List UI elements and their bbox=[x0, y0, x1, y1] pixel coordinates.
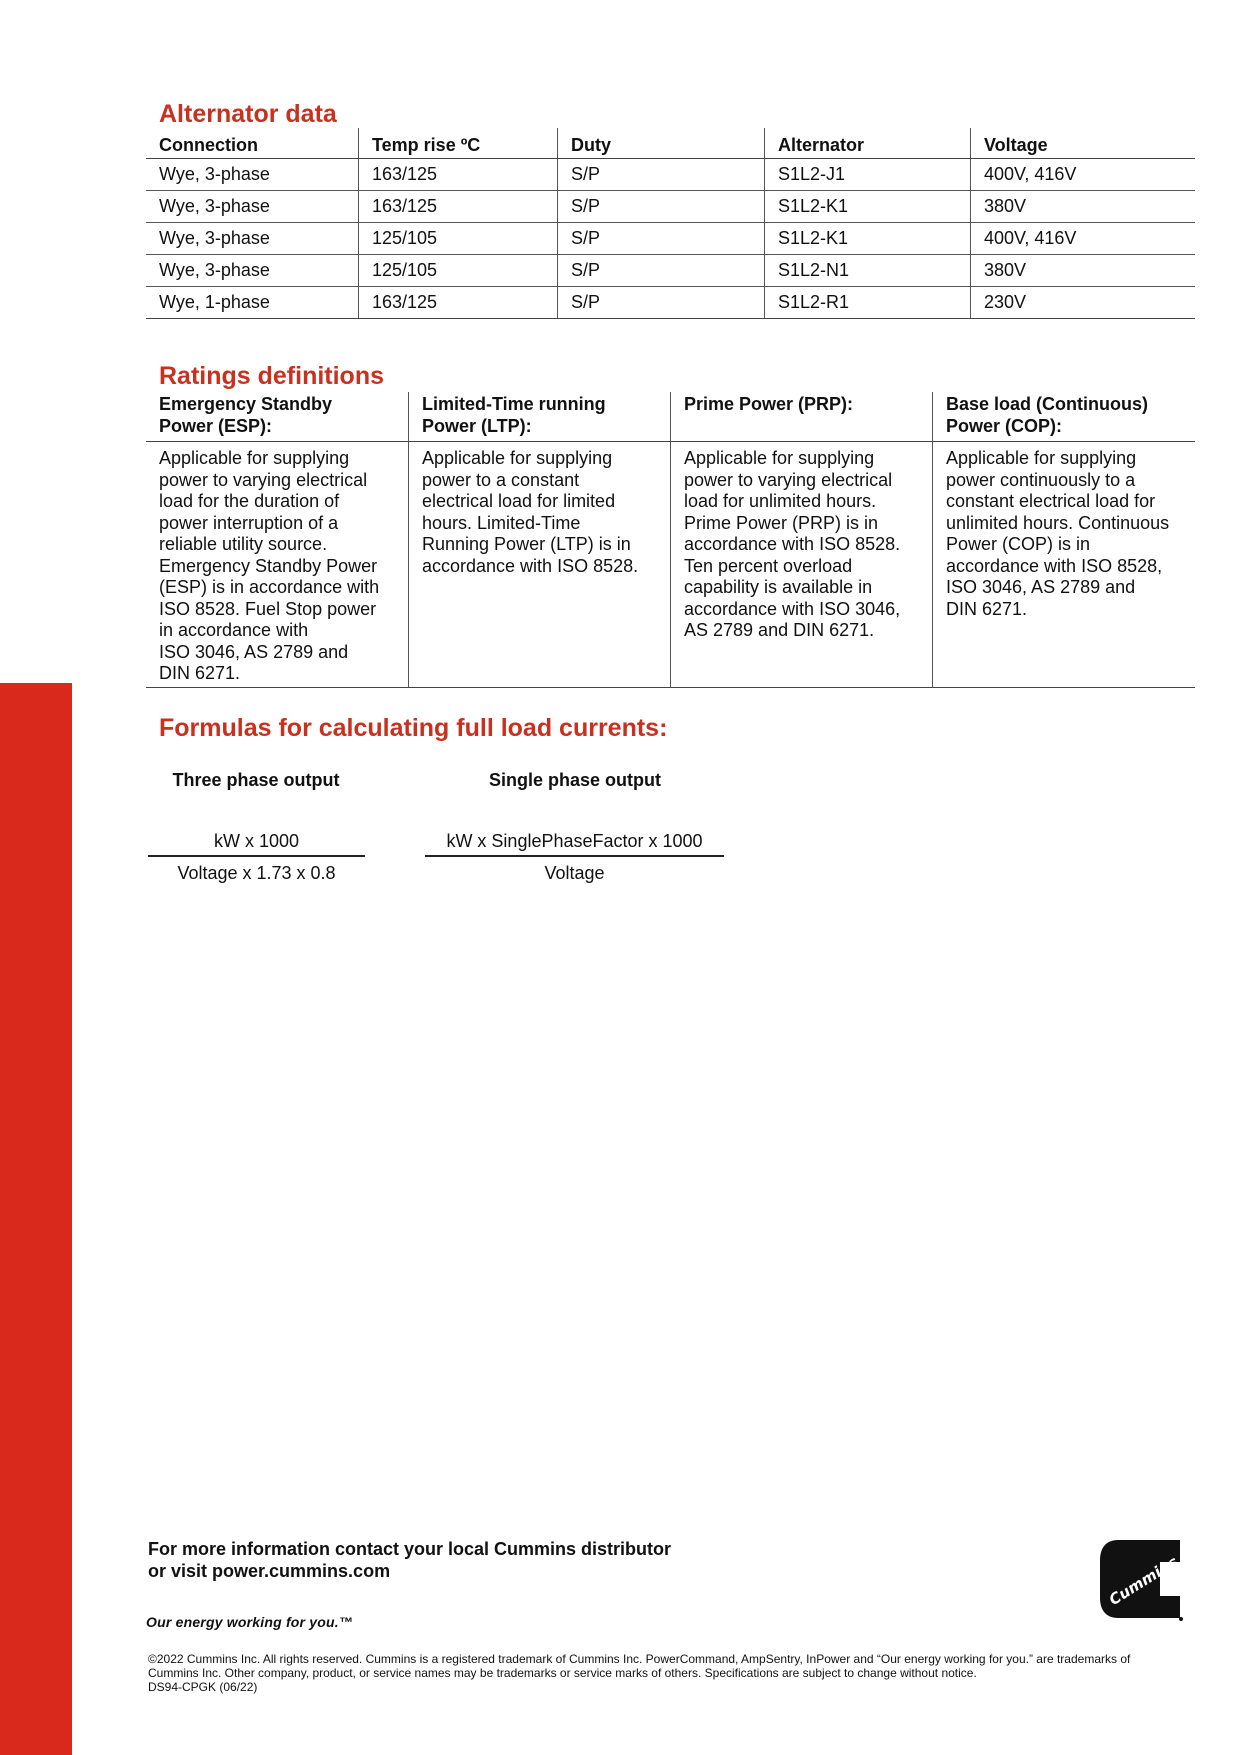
cell-alternator: S1L2-R1 bbox=[764, 287, 970, 318]
cell-connection: Wye, 3-phase bbox=[159, 196, 270, 216]
cell-voltage: 380V bbox=[970, 255, 1195, 286]
body-line: power interruption of a bbox=[159, 512, 339, 533]
body-line: AS 2789 and DIN 6271. bbox=[684, 620, 875, 640]
table-row bbox=[146, 255, 1195, 287]
cell-alternator: S1L2-J1 bbox=[764, 159, 970, 190]
body-line: capability is available in bbox=[684, 577, 873, 597]
heading-line: Power (COP): bbox=[946, 415, 1063, 436]
cell-alternator: S1L2-K1 bbox=[764, 191, 970, 222]
single-phase-numerator: kW x SinglePhaseFactor x 1000 bbox=[425, 827, 724, 857]
three-phase-numerator: kW x 1000 bbox=[148, 827, 365, 857]
table-row bbox=[146, 223, 1195, 255]
table-row bbox=[146, 191, 1195, 223]
body-line: accordance with ISO 3046, bbox=[684, 598, 901, 619]
body-line: ISO 3046, AS 2789 and bbox=[946, 577, 1136, 597]
heading-line: Power (LTP): bbox=[422, 415, 532, 436]
body-line: electrical load for limited bbox=[422, 491, 616, 511]
contact-info bbox=[148, 1538, 671, 1582]
header-alternator: Alternator bbox=[764, 128, 970, 158]
body-line: load for unlimited hours. bbox=[684, 491, 877, 511]
ratings-heading-prp bbox=[670, 392, 932, 441]
body-line: Applicable for supplying bbox=[422, 448, 613, 468]
body-line: unlimited hours. Continuous bbox=[946, 512, 1170, 533]
ratings-heading-esp bbox=[146, 392, 408, 441]
body-line: power to a constant bbox=[422, 469, 580, 490]
body-line: power to varying electrical bbox=[159, 469, 368, 490]
alternator-table-header bbox=[146, 128, 1195, 159]
body-line: Applicable for supplying bbox=[159, 448, 350, 468]
ratings-table bbox=[146, 392, 1195, 688]
heading-line: Limited-Time running bbox=[422, 394, 606, 414]
cummins-logo-icon bbox=[1098, 1536, 1184, 1622]
three-phase-denominator: Voltage x 1.73 x 0.8 bbox=[177, 863, 336, 883]
contact-link[interactable]: or visit power.cummins.com bbox=[148, 1561, 391, 1581]
body-line: DIN 6271. bbox=[159, 663, 241, 683]
table-row bbox=[146, 287, 1195, 319]
contact-line: For more information contact your local Cummins distributor bbox=[148, 1539, 672, 1559]
body-line: accordance with ISO 8528, bbox=[946, 555, 1163, 576]
header-connection: Connection bbox=[159, 134, 258, 155]
cell-voltage: 230V bbox=[970, 287, 1195, 318]
header-duty: Duty bbox=[557, 128, 764, 158]
cell-alternator: S1L2-N1 bbox=[764, 255, 970, 286]
body-line: accordance with ISO 8528. bbox=[684, 534, 901, 554]
formulas-title: Formulas for calculating full load currents: bbox=[159, 714, 668, 742]
single-phase-denominator: Voltage bbox=[544, 863, 605, 883]
body-line: constant electrical load for bbox=[946, 491, 1156, 511]
body-line: Emergency Standby Power bbox=[159, 555, 378, 576]
cell-temp-rise: 163/125 bbox=[358, 159, 557, 190]
single-phase-label: Single phase output bbox=[488, 770, 661, 790]
body-line: reliable utility source. bbox=[159, 534, 328, 554]
heading-line: Base load (Continuous) bbox=[946, 394, 1148, 414]
ratings-body-prp bbox=[670, 442, 932, 687]
cell-duty: S/P bbox=[557, 223, 764, 254]
table-row bbox=[146, 159, 1195, 191]
heading-line: Emergency Standby bbox=[159, 394, 333, 414]
body-line: ISO 3046, AS 2789 and bbox=[159, 641, 349, 662]
body-line: DIN 6271. bbox=[946, 598, 1028, 619]
tagline: Our energy working for you.™ bbox=[146, 1614, 354, 1630]
ratings-body-esp bbox=[146, 442, 408, 687]
body-line: Running Power (LTP) is in bbox=[422, 534, 631, 554]
ratings-body-ltp bbox=[408, 442, 670, 687]
ratings-table-body bbox=[146, 442, 1195, 688]
three-phase-formula bbox=[148, 827, 365, 887]
cell-voltage: 380V bbox=[970, 191, 1195, 222]
cell-temp-rise: 125/105 bbox=[358, 255, 557, 286]
body-line: ISO 8528. Fuel Stop power bbox=[159, 598, 377, 619]
body-line: Applicable for supplying bbox=[684, 448, 875, 468]
legal-notice bbox=[148, 1652, 1188, 1694]
legal-line: Cummins Inc. Other company, product, or service names may be trademarks or service marks of others. Specifications are subject to change without notice. bbox=[148, 1666, 977, 1680]
cell-duty: S/P bbox=[557, 287, 764, 318]
cell-alternator: S1L2-K1 bbox=[764, 223, 970, 254]
body-line: Ten percent overload bbox=[684, 555, 853, 576]
cell-connection: Wye, 3-phase bbox=[159, 164, 270, 184]
cell-temp-rise: 163/125 bbox=[358, 191, 557, 222]
body-line: hours. Limited-Time bbox=[422, 512, 581, 533]
alternator-data-title: Alternator data bbox=[159, 100, 337, 128]
cell-duty: S/P bbox=[557, 159, 764, 190]
ratings-heading-cop bbox=[932, 392, 1195, 441]
cell-connection: Wye, 1-phase bbox=[159, 292, 270, 312]
body-line: power to varying electrical bbox=[684, 469, 893, 490]
cell-temp-rise: 163/125 bbox=[358, 287, 557, 318]
alternator-table bbox=[146, 128, 1195, 319]
cell-connection: Wye, 3-phase bbox=[159, 260, 270, 280]
body-line: Prime Power (PRP) is in bbox=[684, 512, 879, 533]
body-line: load for the duration of bbox=[159, 491, 340, 511]
body-line: Applicable for supplying bbox=[946, 448, 1137, 468]
cell-duty: S/P bbox=[557, 255, 764, 286]
cell-duty: S/P bbox=[557, 191, 764, 222]
body-line: (ESP) is in accordance with bbox=[159, 577, 380, 597]
cell-connection: Wye, 3-phase bbox=[159, 228, 270, 248]
ratings-table-header bbox=[146, 392, 1195, 442]
ratings-heading-ltp bbox=[408, 392, 670, 441]
ratings-definitions-title: Ratings definitions bbox=[159, 362, 384, 390]
heading-line: Prime Power (PRP): bbox=[684, 394, 854, 414]
cell-voltage: 400V, 416V bbox=[970, 159, 1195, 190]
body-line: Power (COP) is in bbox=[946, 534, 1091, 554]
single-phase-formula bbox=[425, 827, 724, 887]
three-phase-label: Three phase output bbox=[172, 770, 340, 790]
red-side-bar bbox=[0, 683, 72, 1755]
ratings-body-cop bbox=[932, 442, 1195, 687]
cell-temp-rise: 125/105 bbox=[358, 223, 557, 254]
logo-text: Cummins bbox=[1105, 1552, 1182, 1610]
legal-line: DS94-CPGK (06/22) bbox=[148, 1680, 258, 1694]
legal-line: ©2022 Cummins Inc. All rights reserved. Cummins is a registered trademark of Cummins Inc. PowerCommand, AmpSentry, InPower and “Our energy working for you.” are trademarks of bbox=[148, 1652, 1131, 1666]
body-line: power continuously to a bbox=[946, 469, 1136, 490]
header-temp-rise: Temp rise ºC bbox=[358, 128, 557, 158]
body-line: accordance with ISO 8528. bbox=[422, 555, 639, 576]
heading-line: Power (ESP): bbox=[159, 415, 273, 436]
cell-voltage: 400V, 416V bbox=[970, 223, 1195, 254]
body-line: in accordance with bbox=[159, 620, 309, 640]
header-voltage: Voltage bbox=[970, 128, 1195, 158]
